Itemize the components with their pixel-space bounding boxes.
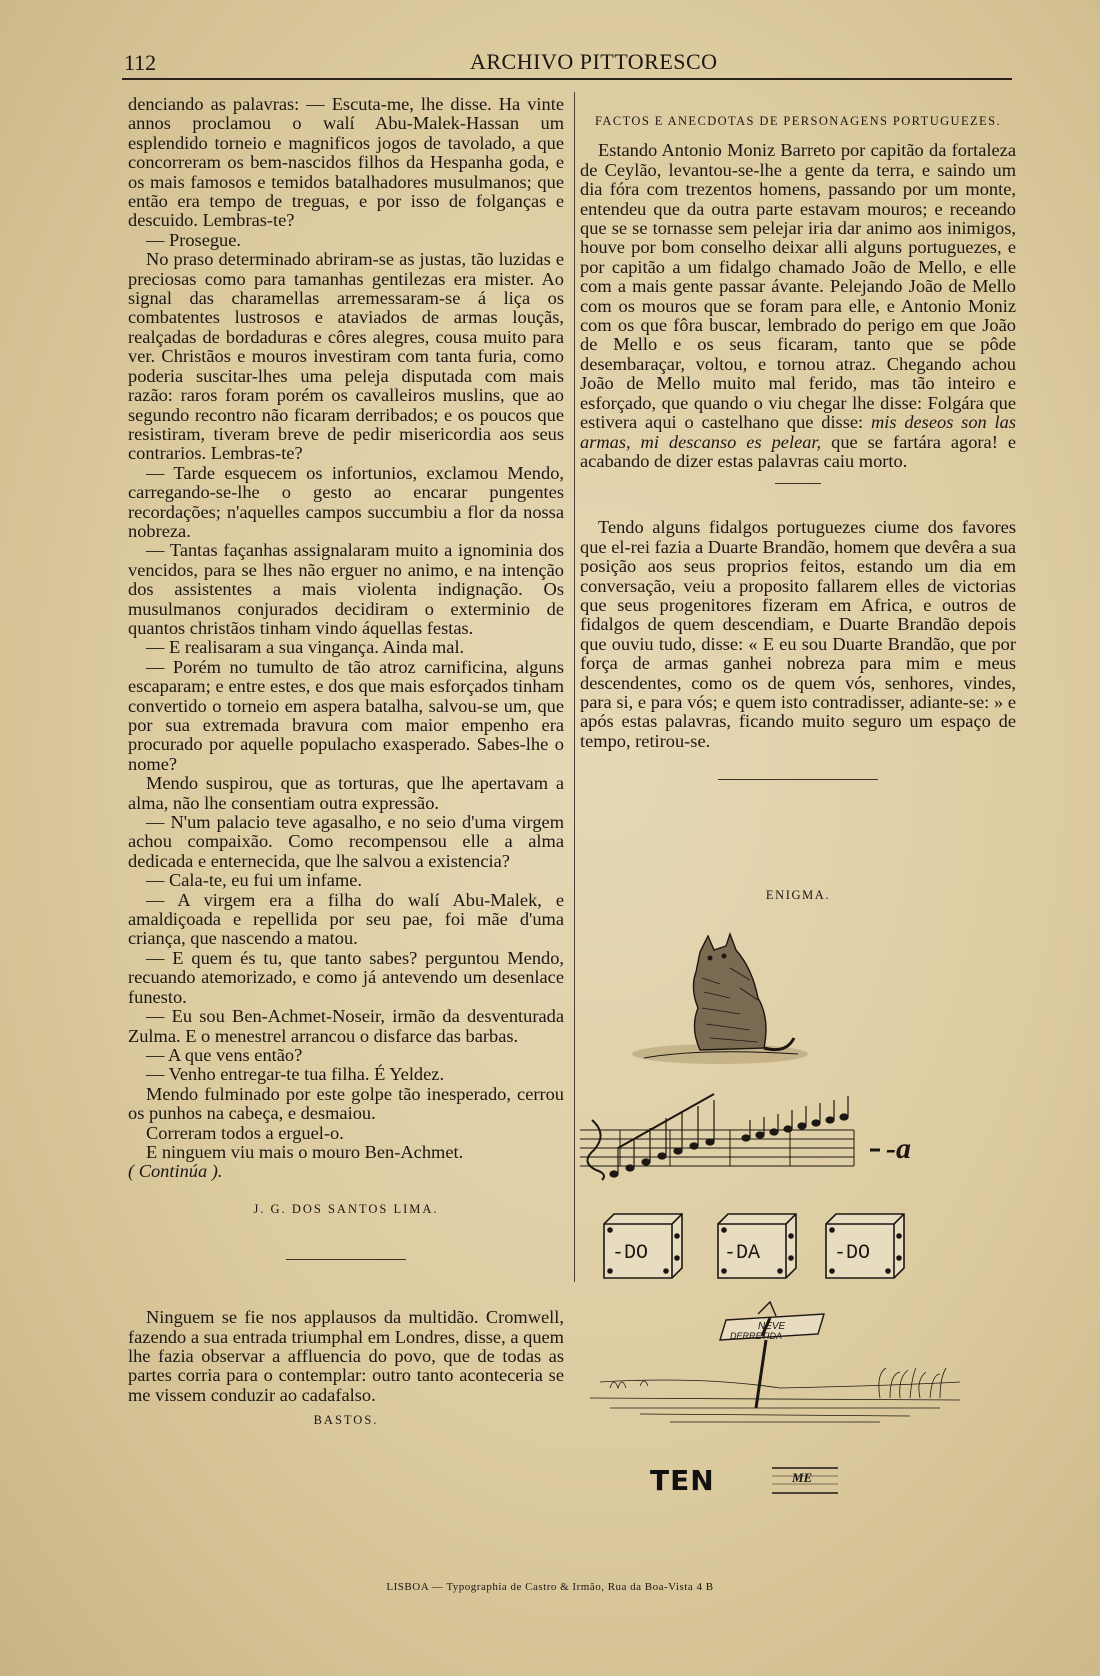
sign-text: NEVE <box>758 1321 786 1332</box>
anecdote-paragraph: Ninguem se fie nos applausos da multidão. Cromwell, fazendo a sua entrada triumphal em Londres, disse, a quem lhe fazia observar a affluencia do povo, que de todas as partes corria para o contemplar: outro tanto aconteceria se me vissem conduzir ao cadafalso. <box>128 1307 564 1405</box>
die-label: -DO <box>834 1242 871 1265</box>
signpost-icon <box>720 1302 824 1408</box>
page-number: 112 <box>124 50 157 75</box>
paragraph: — Venho entregar-te tua filha. É Yeldez. <box>146 1064 445 1085</box>
enigma-suffix: -a <box>886 1132 911 1165</box>
paragraph: — A que vens então? <box>146 1044 303 1065</box>
author-signature: J. G. DOS SANTOS LIMA. <box>253 1201 439 1216</box>
anecdote-signature: BASTOS. <box>313 1413 379 1428</box>
separator-rule <box>718 779 878 780</box>
paragraph: E ninguem viu mais o mouro Ben-Achmet. <box>146 1141 464 1162</box>
footer-imprint: LISBOA — Typographia de Castro & Irmão, Rua da Boa-Vista 4 B <box>386 1581 714 1593</box>
paragraph: Mendo fulminado por este golpe tão inesperado, cerrou os punhos na cabeça, e desmaiou. <box>128 1083 564 1124</box>
header-rule <box>122 78 1012 80</box>
left-column <box>128 95 564 1431</box>
paragraph: — E realisaram a sua vingança. Ainda mal. <box>146 637 465 658</box>
column-divider <box>574 92 575 1282</box>
die-label: -DA <box>724 1242 761 1265</box>
paragraph: Mendo suspirou, que as torturas, que lhe apertavam a alma, não lhe consentiam outra expressão. <box>128 773 564 813</box>
enigma-ten: TEN <box>650 1464 715 1497</box>
running-title: ARCHIVO PITTORESCO <box>470 49 718 74</box>
paragraph: Correram todos a erguel-o. <box>146 1122 344 1143</box>
paragraph: — N'um palacio teve agasalho, e no seio d'uma virgem achou compaixão. Como recompensou elle a alma dedicada e enternecida, que lhe salvou a existencia? <box>128 812 564 871</box>
enigma-me: ME <box>792 1470 813 1485</box>
separator-rule <box>286 1259 406 1260</box>
story-text: Estando Antonio Moniz Barreto por capitão da fortaleza de Ceylão, levantou-se-lhe a gente da terra, e saindo um dia fóra com trezentos homens, passando por um monte, entendeu que da outra parte estavam mouros; e receando que se se tornasse sem pelejar iria dar animo aos inimigos, houve por bom conselho deixar alli alguns portuguezes, e por capitão a um fidalgo chamado João de Mello, e elle com a mais gente passar ávante. Pelejando João de Mello com os mouros que se foram para elle, e Antonio Moniz com os que fôra buscar, lembrado do perigo em que João de Mello e os seus ficaram, tanto que se pôde desembaraçar, voltou, e tornou atraz. Chegando achou João de Mello muito mal ferido, mas tão inteiro e esforçado, que quando o viu chegar lhe disse: Folgára que estivera aqui o castelhano que disse: <box>580 140 1016 433</box>
continua-note: ( Continúa ). <box>128 1161 223 1182</box>
die-label: -DO <box>612 1242 649 1265</box>
enigma-puzzle <box>580 888 1016 1528</box>
paragraph: — Tarde esquecem os infortunios, exclamou Mendo, carregando-se-lhe o gesto ao encarar pungentes recordações; n'aquelles campos succumbiu a flor da nossa nobreza. <box>128 462 564 541</box>
story-paragraph: Tendo alguns fidalgos portuguezes ciume dos favores que el-rei fazia a Duarte Brandão, homem que devêra a sua posição aos seus proprios feitos, estando um dia em conversação, veiu a proposito fallarem elles de victorias que seus progenitores fizeram em Africa, e outros de fidalgos de quem descendiam, e Duarte Brandão depois que ouviu tudo, disse: « E eu sou Duarte Brandão, que por força de armas ganhei nobreza para mim e meus descendentes, como os de quem vós, senhores, vindes, para si, e para vós; e quem isto contradisser, adiante-se: » e após estas palavras, ficando muito seguro um espaço de tempo, retirou-se. <box>580 517 1016 751</box>
paragraph: — Prosegue. <box>146 229 242 250</box>
separator-rule <box>775 483 821 484</box>
paragraph: denciando as palavras: — Escuta-me, lhe disse. Ha vinte annos proclamou o walí Abu-Malek-Hassan um esplendido torneio e magnificos jogos de tavolado, a que concorreram os bem-nascidos filhos da Hespanha goda, e os mais famosos e temidos batalhadores musulmanos; que então era tempo de treguas, e por isso de folganças e descuido. Lembras-te? <box>128 94 564 231</box>
cat-icon <box>632 934 808 1064</box>
enigma-illustration <box>580 888 1016 1528</box>
paragraph: — A virgem era a filha do walí Abu-Malek, e amaldiçoada e repellida por seu pae, foi mãe d'uma criança, que nascendo a matou. <box>128 889 564 949</box>
section-title: FACTOS E ANECDOTAS DE PERSONAGENS PORTUGUEZES. <box>595 114 1001 128</box>
paragraph: — Porém no tumulto de tão atroz carnificina, alguns escaparam; e entre estes, e dos que mais esforçados tinham convertido o torneio em aspera batalha, salvou-se um, que por sua extremada bravura com maior empenho era procurado por aquelle populacho exasperado. Sabes-lhe o nome? <box>128 656 564 774</box>
music-staff <box>580 1094 880 1180</box>
paragraph: — Cala-te, eu fui um infame. <box>146 870 363 891</box>
sign-text: DERRETIDA <box>730 1331 783 1341</box>
right-column <box>580 112 1016 798</box>
ground-scene <box>590 1368 960 1422</box>
story-paragraph <box>580 141 1016 471</box>
enigma-title: ENIGMA. <box>765 888 831 902</box>
story-quote: mis deseos son las armas, mi descanso es pelear, <box>580 412 1016 452</box>
paragraph: — Eu sou Ben-Achmet-Noseir, irmão da desventurada Zulma. E o menestrel arrancou o disfarce das barbas. <box>128 1006 564 1046</box>
paragraph: — E quem és tu, que tanto sabes? perguntou Mendo, recuando atemorizado, e como já antevendo um desenlace funesto. <box>128 947 564 1007</box>
story-text: que se fartára agora! e acabando de dizer estas palavras caiu morto. <box>580 431 1016 471</box>
paragraph: No praso determinado abriram-se as justas, tão luzidas e preciosas como para tamanhas gentilezas era mister. Ao signal das charamellas arremessaram-se á liça os combatentes lustrosos e ataviados de armas louçãs, realçadas de bordaduras e côres alegres, cousa muito para ver. Christãos e mouros investiram com tanta furia, como poderia suscitar-lhes uma peleja disputada com mais razão: raros foram porém os cavalleiros muslins, que ao segundo recontro não ficaram derribados; e os poucos que resistiram, tiveram breve de pedir misericordia aos seus contrarios. Lembras-te? <box>128 249 564 464</box>
paragraph: — Tantas façanhas assignalaram muito a ignominia dos vencidos, para se lhes não erguer no animo, e na intenção dos assistentes a mais violenta indignação. Os musulmanos conjurados decidiram o exterminio de quantos christãos tinham vindo áquellas festas. <box>128 540 564 638</box>
